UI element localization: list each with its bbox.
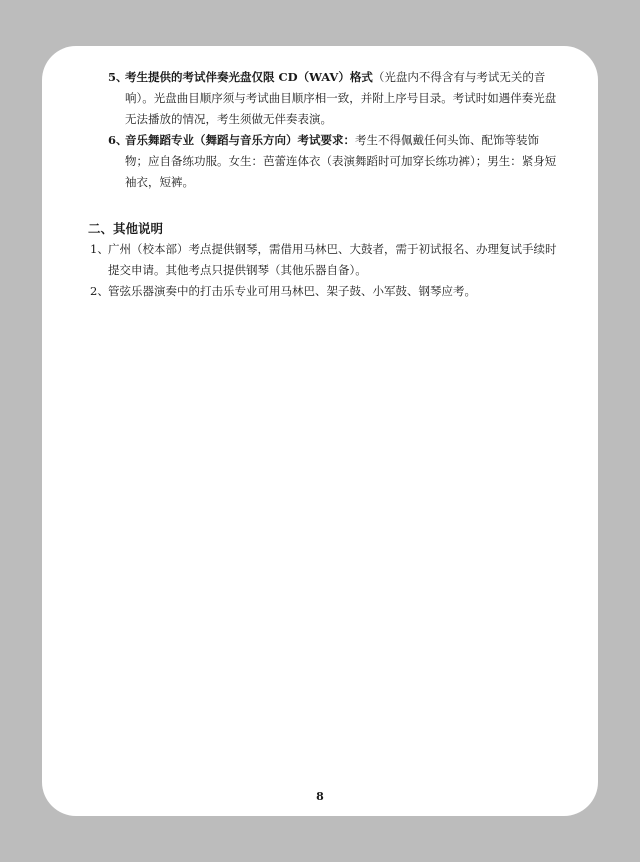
note-number: 1、 <box>90 242 109 256</box>
item-bold-title: 音乐舞蹈专业（舞蹈与音乐方向）考试要求： <box>125 133 355 147</box>
note-item-1 <box>68 239 558 281</box>
item-text: （光盘内不得含有与考试无关的音响）。光盘曲目顺序须与考试曲目顺序相一致，并附上序号目录。考试时如遇伴奏光盘无法播放的情况，考生须做无伴奏表演。 <box>125 70 557 126</box>
note-text: 广州（校本部）考点提供钢琴，需借用马林巴、大鼓者，需于初试报名、办理复试手续时提交申请。其他考点只提供钢琴（其他乐器自备）。 <box>108 242 557 277</box>
requirement-item-6 <box>68 130 558 193</box>
item-number: 6、 <box>108 133 128 147</box>
requirement-item-5 <box>68 67 558 130</box>
section-heading: 二、其他说明 <box>88 221 164 236</box>
item-text: 考生不得佩戴任何头饰、配饰等装饰物；应自备练功服。女生：芭蕾连体衣（表演舞蹈时可加穿长练功裤）；男生：紧身短袖衣，短裤。 <box>125 133 557 189</box>
note-text: 管弦乐器演奏中的打击乐专业可用马林巴、架子鼓、小军鼓、钢琴应考。 <box>108 284 476 298</box>
note-number: 2、 <box>90 284 109 298</box>
page-number: 8 <box>316 790 324 803</box>
document-body <box>68 67 558 302</box>
note-item-2 <box>68 281 558 302</box>
item-number: 5、 <box>108 70 128 84</box>
item-bold-title: 考生提供的考试伴奏光盘仅限 CD（WAV）格式 <box>125 70 373 84</box>
